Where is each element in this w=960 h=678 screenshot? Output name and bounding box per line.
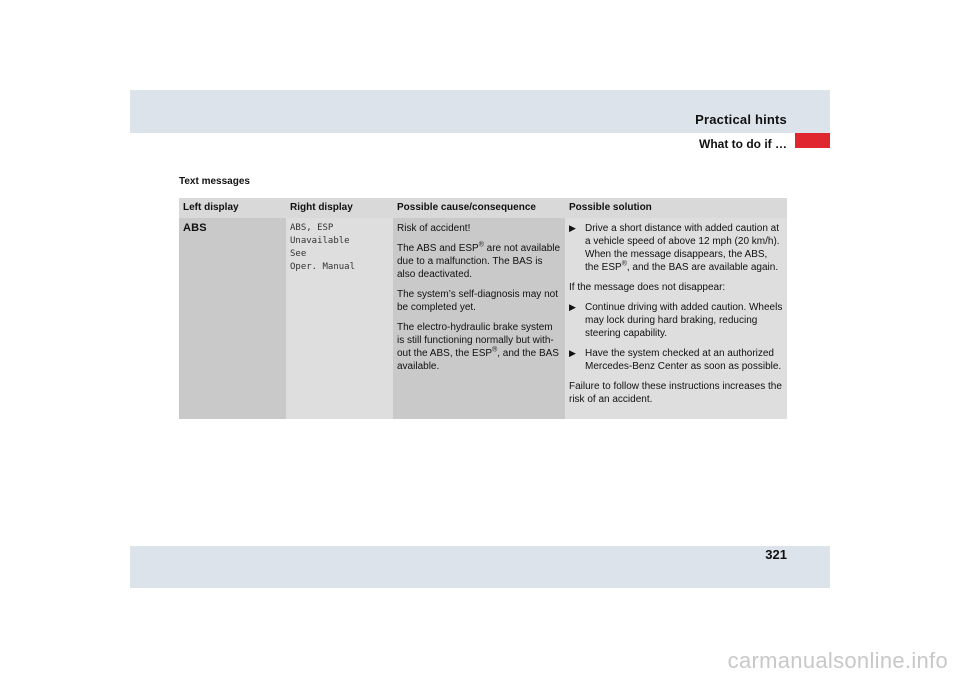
triangle-bullet-icon: ▶ bbox=[569, 348, 576, 358]
triangle-bullet-icon: ▶ bbox=[569, 302, 576, 312]
column-header-cause: Possible cause/consequence bbox=[393, 198, 565, 218]
right-display-line: Oper. Manual bbox=[290, 262, 356, 272]
solution-paragraph: Failure to follow these instructions increases the risk of an accident. bbox=[569, 381, 782, 405]
table-header-row bbox=[179, 198, 787, 218]
watermark: carmanualsonline.info bbox=[727, 648, 948, 673]
right-display-line: ABS, ESP bbox=[290, 223, 334, 233]
cause-paragraph: The ABS and ESP® are not available due to a malfunction. The BAS is also deactivated. bbox=[397, 241, 561, 280]
cause-cell bbox=[393, 218, 565, 419]
column-header-left-display: Left display bbox=[179, 198, 286, 218]
column-header-right-display: Right display bbox=[286, 198, 393, 218]
subsection-title: What to do if … bbox=[699, 137, 787, 151]
cause-warning: Risk of accident! bbox=[397, 223, 471, 234]
table-heading: Text messages bbox=[179, 176, 250, 187]
solution-paragraph: If the message does not disappear: bbox=[569, 282, 726, 293]
footer-band bbox=[130, 546, 830, 588]
cause-paragraph: The system’s self-diagnosis may not be completed yet. bbox=[397, 289, 558, 313]
solution-step: ▶ Continue driving with added caution. Wheels may lock during hard braking, reducing steering capability. bbox=[569, 302, 783, 339]
solution-step: ▶ Have the system checked at an authorized Mercedes-Benz Center as soon as possible. bbox=[569, 348, 782, 372]
section-title: Practical hints bbox=[695, 112, 787, 127]
abs-label: ABS bbox=[183, 222, 207, 234]
table-row bbox=[179, 218, 787, 419]
left-display-cell bbox=[179, 218, 286, 419]
right-display-line: Unavailable bbox=[290, 236, 350, 246]
triangle-bullet-icon: ▶ bbox=[569, 223, 576, 233]
right-display-cell bbox=[286, 218, 393, 419]
cause-paragraph: The electro-hydraulic brake system is still functioning normally but with-out the ABS, the ESP®, and the BAS available. bbox=[397, 322, 559, 372]
solution-step: ▶ Drive a short distance with added caution at a vehicle speed of above 12 mph (20 km/h). When the message disappears, the ABS, the ESP®, and the BAS are available again. bbox=[569, 223, 780, 273]
right-display-line: See bbox=[290, 249, 307, 259]
chapter-tab bbox=[795, 133, 830, 148]
column-header-solution: Possible solution bbox=[565, 198, 787, 218]
page-number: 321 bbox=[765, 547, 787, 562]
solution-cell bbox=[565, 218, 787, 419]
